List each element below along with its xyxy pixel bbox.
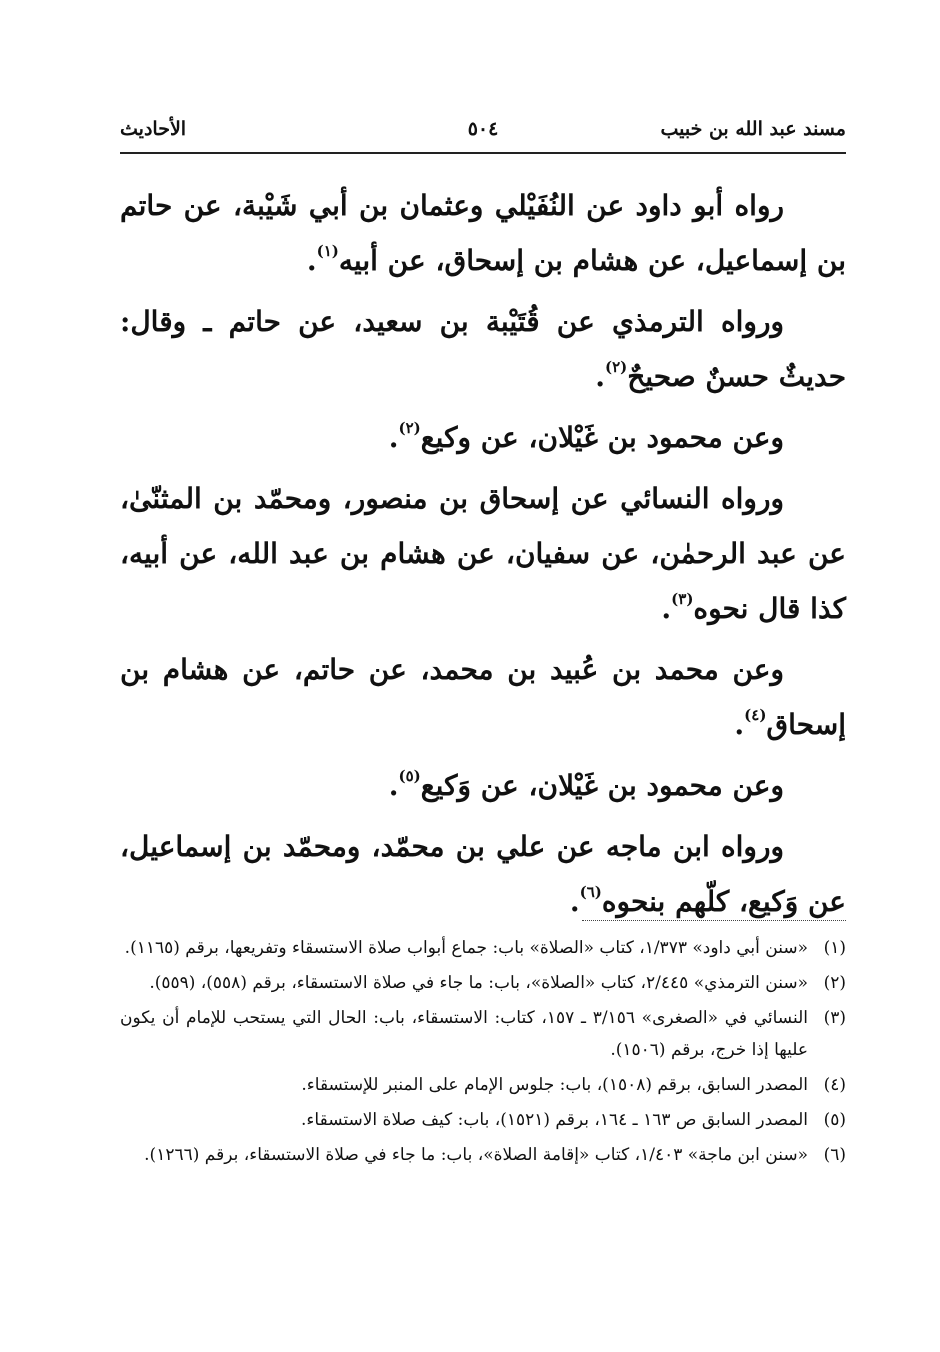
paragraph-text: وعن محمود بن غَيْلان، عن وكيع: [420, 421, 784, 454]
paragraph-text: وعن محمد بن عُبيد بن محمد، عن حاتم، عن هشام بن إسحاق: [120, 653, 846, 741]
footnote-text: المصدر السابق ص ١٦٣ ـ ١٦٤، برقم (١٥٢١)، باب: كيف صلاة الاستسقاء.: [301, 1110, 808, 1130]
footnote-ref: (٤): [744, 706, 767, 724]
paragraph-text: وعن محمود بن غَيْلان، عن وَكيع: [420, 769, 784, 802]
header-section-title: الأحاديث: [120, 118, 187, 140]
paragraph-end: .: [569, 885, 580, 918]
footnote-number: (٤): [823, 1075, 846, 1095]
header-book-title: مسند عبد الله بن خبيب: [660, 118, 846, 140]
main-text: [120, 178, 846, 935]
footnote-ref: (١): [316, 242, 339, 260]
footnote-number: (١): [823, 938, 846, 958]
footnote-text: النسائي في «الصغرى» ٣/١٥٦ ـ ١٥٧، كتاب: الاستسقاء، باب: الحال التي يستحب للإمام أن يكون عليها إذا خرج، برقم (١٥٠٦).: [120, 1008, 808, 1060]
footnote: [120, 1104, 846, 1136]
header-divider: [120, 152, 846, 154]
paragraph: [120, 642, 846, 752]
footnote-ref: (٦): [579, 883, 602, 901]
footnote-ref: (٥): [398, 767, 421, 785]
footnote-number: (٣): [823, 1008, 846, 1028]
paragraph-end: .: [388, 769, 399, 802]
footnote-ref: (٢): [398, 419, 421, 437]
paragraph-text: ورواه الترمذي عن قُتَيْبة بن سعيد، عن حاتم ـ وقال: حديثٌ حسنٌ صحيحٌ: [120, 305, 846, 393]
paragraph: [120, 819, 846, 929]
paragraph-end: .: [306, 244, 317, 277]
paragraph-text: رواه أبو داود عن النُفَيْلي وعثمان بن أبي شَيْبة، عن حاتم بن إسماعيل، عن هشام بن إسحاق، عن أبيه: [120, 189, 846, 277]
footnote: [120, 932, 846, 964]
footnote-ref: (٢): [604, 358, 628, 376]
footnote-text: «سنن الترمذي» ٢/٤٤٥، كتاب «الصلاة»، باب: ما جاء في صلاة الاستسقاء، برقم (٥٥٨)، (٥٥٩).: [149, 973, 808, 993]
footnote: [120, 967, 846, 999]
paragraph-end: .: [661, 592, 672, 625]
paragraph: [120, 410, 846, 465]
footnotes: [120, 932, 846, 1174]
paragraph-end: .: [734, 708, 745, 741]
paragraph: [120, 471, 846, 636]
footnote-number: (٥): [823, 1110, 846, 1130]
paragraph: [120, 758, 846, 813]
footnote-text: «سنن أبي داود» ١/٣٧٣، كتاب «الصلاة» باب: جماع أبواب صلاة الاستسقاء وتفريعها، برقم (١١٦٥).: [124, 938, 808, 958]
footnote-ref: (٣): [671, 590, 694, 608]
page-number: ٥٠٤: [467, 118, 499, 140]
paragraph-end: .: [595, 360, 605, 393]
footnote: [120, 1002, 846, 1066]
footnote-text: «سنن ابن ماجة» ١/٤٠٣، كتاب «إقامة الصلاة»، باب: ما جاء في صلاة الاستسقاء، برقم (١٢٦٦).: [144, 1145, 808, 1165]
footnote-number: (٦): [823, 1145, 846, 1165]
footnote-divider: [582, 920, 846, 921]
running-header: [120, 112, 846, 148]
paragraph-text: ورواه النسائي عن إسحاق بن منصور، ومحمّد بن المثنّىٰ، عن عبد الرحمٰن، عن سفيان، عن هشام بن عبد الله، عن أبيه، كذا قال نحوه: [120, 482, 846, 625]
footnote-number: (٢): [823, 973, 846, 993]
footnote: [120, 1139, 846, 1171]
paragraph: [120, 294, 846, 404]
paragraph-text: ورواه ابن ماجه عن علي بن محمّد، ومحمّد بن إسماعيل، عن وَكيع، كلّهم بنحوه: [120, 830, 846, 918]
footnote-text: المصدر السابق، برقم (١٥٠٨)، باب: جلوس الإمام على المنبر للإستسقاء.: [301, 1075, 808, 1095]
paragraph-end: .: [388, 421, 399, 454]
paragraph: [120, 178, 846, 288]
footnote: [120, 1069, 846, 1101]
